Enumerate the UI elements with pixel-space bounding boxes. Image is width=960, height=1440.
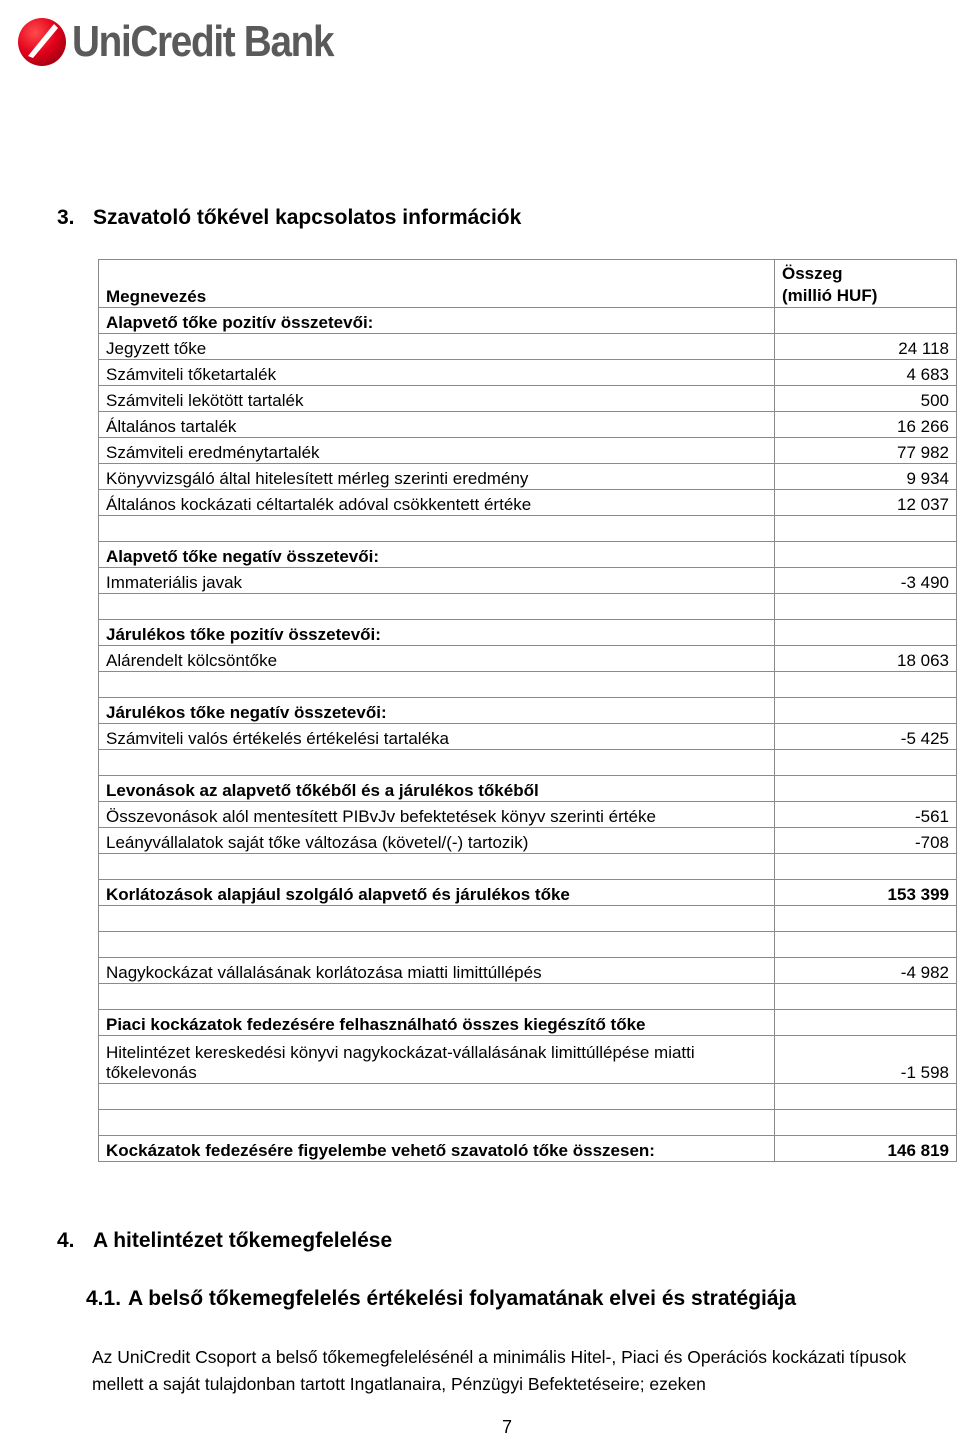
row-label: Alapvető tőke pozitív összetevői: <box>99 308 775 334</box>
row-label <box>99 594 775 620</box>
row-label: Alapvető tőke negatív összetevői: <box>99 542 775 568</box>
row-value: 12 037 <box>775 490 957 516</box>
row-label <box>99 984 775 1010</box>
row-value: -1 598 <box>775 1036 957 1084</box>
row-value: 24 118 <box>775 334 957 360</box>
section-3-heading <box>57 206 521 230</box>
row-value <box>775 750 957 776</box>
row-label: Általános kockázati céltartalék adóval csökkentett értéke <box>99 490 775 516</box>
body-paragraph: Az UniCredit Csoport a belső tőkemegfelelésénél a minimális Hitel-, Piaci és Operációs kockázati típusok mellett a saját tulajdonban tartott Ingatlanaira, Pénzügyi Befektetéseire; ezeken <box>92 1347 907 1394</box>
row-value: -708 <box>775 828 957 854</box>
table-row <box>99 828 957 854</box>
table-row <box>99 724 957 750</box>
row-label: Könyvvizsgáló által hitelesített mérleg szerinti eredmény <box>99 464 775 490</box>
table-row <box>99 620 957 646</box>
row-value <box>775 984 957 1010</box>
row-label: Piaci kockázatok fedezésére felhasználható összes kiegészítő tőke <box>99 1010 775 1036</box>
row-label <box>99 1110 775 1136</box>
row-value <box>775 672 957 698</box>
row-label <box>99 854 775 880</box>
section-4-heading <box>57 1229 392 1253</box>
section-title: Szavatoló tőkével kapcsolatos információk <box>93 206 522 229</box>
table-row <box>99 984 957 1010</box>
section-title: A belső tőkemegfelelés értékelési folyamatának elvei és stratégiája <box>128 1287 797 1310</box>
row-value <box>775 516 957 542</box>
table-row <box>99 490 957 516</box>
row-value: -4 982 <box>775 958 957 984</box>
row-label <box>99 906 775 932</box>
column-header-value-line1: Összeg <box>782 264 843 283</box>
table-row <box>99 308 957 334</box>
row-label: Kockázatok fedezésére figyelembe vehető szavatoló tőke összesen: <box>99 1136 775 1162</box>
row-label: Alárendelt kölcsöntőke <box>99 646 775 672</box>
row-label: Hitelintézet kereskedési könyvi nagykockázat-vállalásának limittúllépése miatti tőkelevonás <box>99 1036 775 1084</box>
row-label <box>99 516 775 542</box>
row-label: Számviteli valós értékelés értékelési tartaléka <box>99 724 775 750</box>
table-row <box>99 802 957 828</box>
row-value <box>775 698 957 724</box>
column-header-value <box>775 260 957 308</box>
row-value: -3 490 <box>775 568 957 594</box>
row-value <box>775 308 957 334</box>
table-row <box>99 412 957 438</box>
row-value <box>775 906 957 932</box>
section-number: 3. <box>57 206 75 229</box>
row-value <box>775 1084 957 1110</box>
row-value <box>775 594 957 620</box>
row-value <box>775 542 957 568</box>
row-label <box>99 672 775 698</box>
row-label: Immateriális javak <box>99 568 775 594</box>
table-row <box>99 1084 957 1110</box>
logo-wordmark: UniCredit Bank <box>72 17 334 66</box>
row-label: Jegyzett tőke <box>99 334 775 360</box>
table-row <box>99 464 957 490</box>
row-value <box>775 854 957 880</box>
section-number: 4. <box>57 1229 75 1252</box>
section-4-1-heading <box>86 1287 796 1311</box>
row-label <box>99 932 775 958</box>
table-row <box>99 334 957 360</box>
section-number: 4.1. <box>86 1287 122 1310</box>
table-row <box>99 1110 957 1136</box>
row-value: 16 266 <box>775 412 957 438</box>
row-label <box>99 1084 775 1110</box>
row-label <box>99 750 775 776</box>
table-row <box>99 542 957 568</box>
row-label: Számviteli tőketartalék <box>99 360 775 386</box>
column-header-value-line2: (millió HUF) <box>782 286 878 305</box>
row-label: Járulékos tőke negatív összetevői: <box>99 698 775 724</box>
row-value <box>775 776 957 802</box>
table-row <box>99 776 957 802</box>
table-row <box>99 1010 957 1036</box>
row-value <box>775 1010 957 1036</box>
row-label: Általános tartalék <box>99 412 775 438</box>
column-header-label: Megnevezés <box>99 260 775 308</box>
row-label: Számviteli eredménytartalék <box>99 438 775 464</box>
row-value: 18 063 <box>775 646 957 672</box>
table-row <box>99 854 957 880</box>
table-row <box>99 594 957 620</box>
row-label: Járulékos tőke pozitív összetevői: <box>99 620 775 646</box>
table-row <box>99 646 957 672</box>
row-value: 153 399 <box>775 880 957 906</box>
table-row <box>99 1036 957 1084</box>
row-value: -561 <box>775 802 957 828</box>
unicredit-logo-icon <box>16 16 68 68</box>
page-number: 7 <box>501 1417 512 1437</box>
table-row <box>99 958 957 984</box>
table-row <box>99 438 957 464</box>
table-row <box>99 698 957 724</box>
table-row <box>99 516 957 542</box>
table-row <box>99 568 957 594</box>
table-row <box>99 672 957 698</box>
row-label: Számviteli lekötött tartalék <box>99 386 775 412</box>
table-row <box>99 750 957 776</box>
table-row <box>99 1136 957 1162</box>
row-value: 77 982 <box>775 438 957 464</box>
row-label: Levonások az alapvető tőkéből és a járulékos tőkéből <box>99 776 775 802</box>
table-header-row <box>99 260 957 308</box>
row-value: 500 <box>775 386 957 412</box>
row-value: -5 425 <box>775 724 957 750</box>
row-value: 146 819 <box>775 1136 957 1162</box>
table-row <box>99 386 957 412</box>
table-row <box>99 880 957 906</box>
table-row <box>99 360 957 386</box>
row-label: Összevonások alól mentesített PIBvJv befektetések könyv szerinti értéke <box>99 802 775 828</box>
row-value <box>775 620 957 646</box>
row-value <box>775 932 957 958</box>
row-value: 4 683 <box>775 360 957 386</box>
section-title: A hitelintézet tőkemegfelelése <box>93 1229 393 1252</box>
capital-table <box>98 259 957 1162</box>
table-row <box>99 932 957 958</box>
row-value: 9 934 <box>775 464 957 490</box>
row-label: Korlátozások alapjául szolgáló alapvető és járulékos tőke <box>99 880 775 906</box>
row-label: Nagykockázat vállalásának korlátozása miatti limittúllépés <box>99 958 775 984</box>
unicredit-logo <box>16 14 369 70</box>
row-value <box>775 1110 957 1136</box>
table-row <box>99 906 957 932</box>
row-label: Leányvállalatok saját tőke változása (követel/(-) tartozik) <box>99 828 775 854</box>
